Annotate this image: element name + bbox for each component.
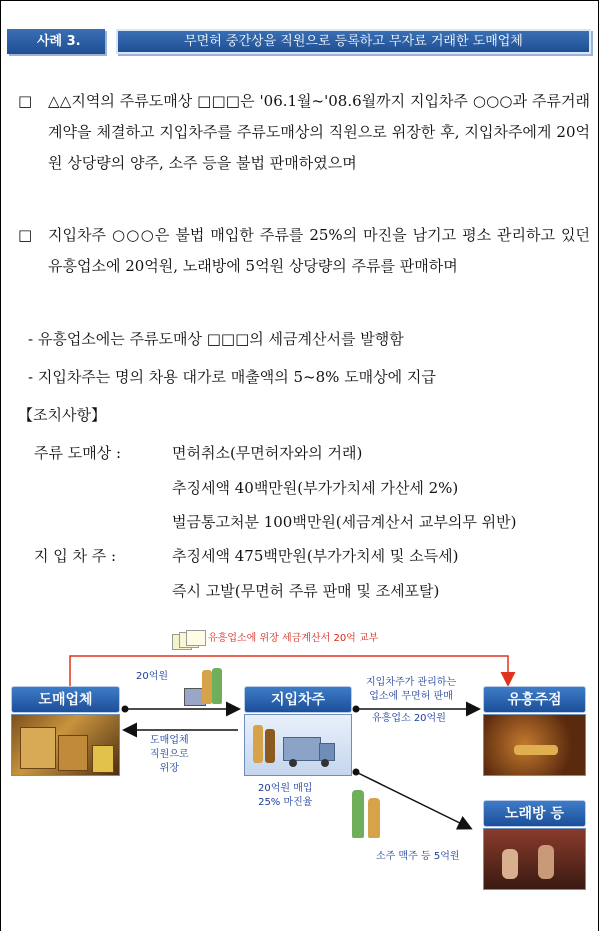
paragraph-1 xyxy=(18,86,590,179)
case-label: 사례 3. xyxy=(7,29,105,54)
case-title: 무면허 중간상을 직원으로 등록하고 무자료 거래한 도매업체 xyxy=(116,29,591,54)
node-entertainment: 유흥주점 xyxy=(483,686,586,713)
invoice-icon xyxy=(172,630,204,650)
measure-line: 추징세액 475백만원(부가가치세 및 소득세) xyxy=(172,547,459,565)
amount-20-label: 20억원 xyxy=(136,671,169,682)
invoice-label: 유흥업소에 위장 세금계산서 20억 교부 xyxy=(208,633,379,644)
karaoke-amount-label: 소주 맥주 등 5억원 xyxy=(376,851,460,862)
measure-line: 추징세액 40백만원(부가가치세 가산세 2%) xyxy=(172,479,459,497)
paragraph-1-text: △△지역의 주류도매상 □□□은 '06.1월~'08.6월까지 지입차주 ○○○과 주류거래 계약을 체결하고 지입차주를 주류도매상의 직원으로 위장한 후, 지입차주에게 20억원 상당량의 양주, 소주 등을 불법 판매하였으며 xyxy=(48,92,590,172)
paragraph-2 xyxy=(18,220,590,282)
square-bullet-icon: □ xyxy=(18,226,33,244)
managed-label: 지입차주가 관리하는 업소에 무면허 판매 xyxy=(366,677,457,702)
measure-label-wholesaler: 주류 도매상 : xyxy=(34,444,122,462)
bar-photo xyxy=(483,714,586,776)
square-bullet-icon: □ xyxy=(18,92,33,110)
node-wholesaler: 도매업체 xyxy=(11,686,120,713)
sub-item-2: - 지입차주는 명의 차용 대가로 매출액의 5~8% 도매상에 지급 xyxy=(28,368,436,386)
karaoke-photo xyxy=(483,828,586,890)
measure-line: 벌금통고처분 100백만원(세금계산서 교부의무 위반) xyxy=(172,513,517,531)
measures-title: 【조치사항】 xyxy=(18,406,106,424)
measure-label-jiip: 지 입 차 주 : xyxy=(34,547,117,565)
node-jiip: 지입차주 xyxy=(244,686,352,713)
measure-line: 면허취소(무면허자와의 거래) xyxy=(172,444,363,462)
bottles-icon xyxy=(346,786,392,842)
flow-diagram xyxy=(0,620,601,932)
bottles-icon xyxy=(184,664,224,706)
paragraph-2-text: 지입차주 ○○○은 불법 매입한 주류를 25%의 마진을 남기고 평소 관리하고 있던 유흥업소에 20억원, 노래방에 5억원 상당량의 주류를 판매하며 xyxy=(48,226,590,275)
disguise-label: 도매업체 직원으로 위장 xyxy=(150,735,189,774)
purchase-label: 20억원 매입 25% 마진율 xyxy=(258,783,313,808)
sub-item-1: - 유흥업소에는 주류도매상 □□□의 세금계산서를 발행함 xyxy=(28,330,404,348)
warehouse-photo xyxy=(11,714,120,776)
entertainment-amount-label: 유흥업소 20억원 xyxy=(372,713,446,724)
measure-line: 즉시 고발(무면허 주류 판매 및 조세포탈) xyxy=(172,582,440,600)
node-karaoke: 노래방 등 xyxy=(483,800,586,827)
truck-photo xyxy=(244,714,352,776)
